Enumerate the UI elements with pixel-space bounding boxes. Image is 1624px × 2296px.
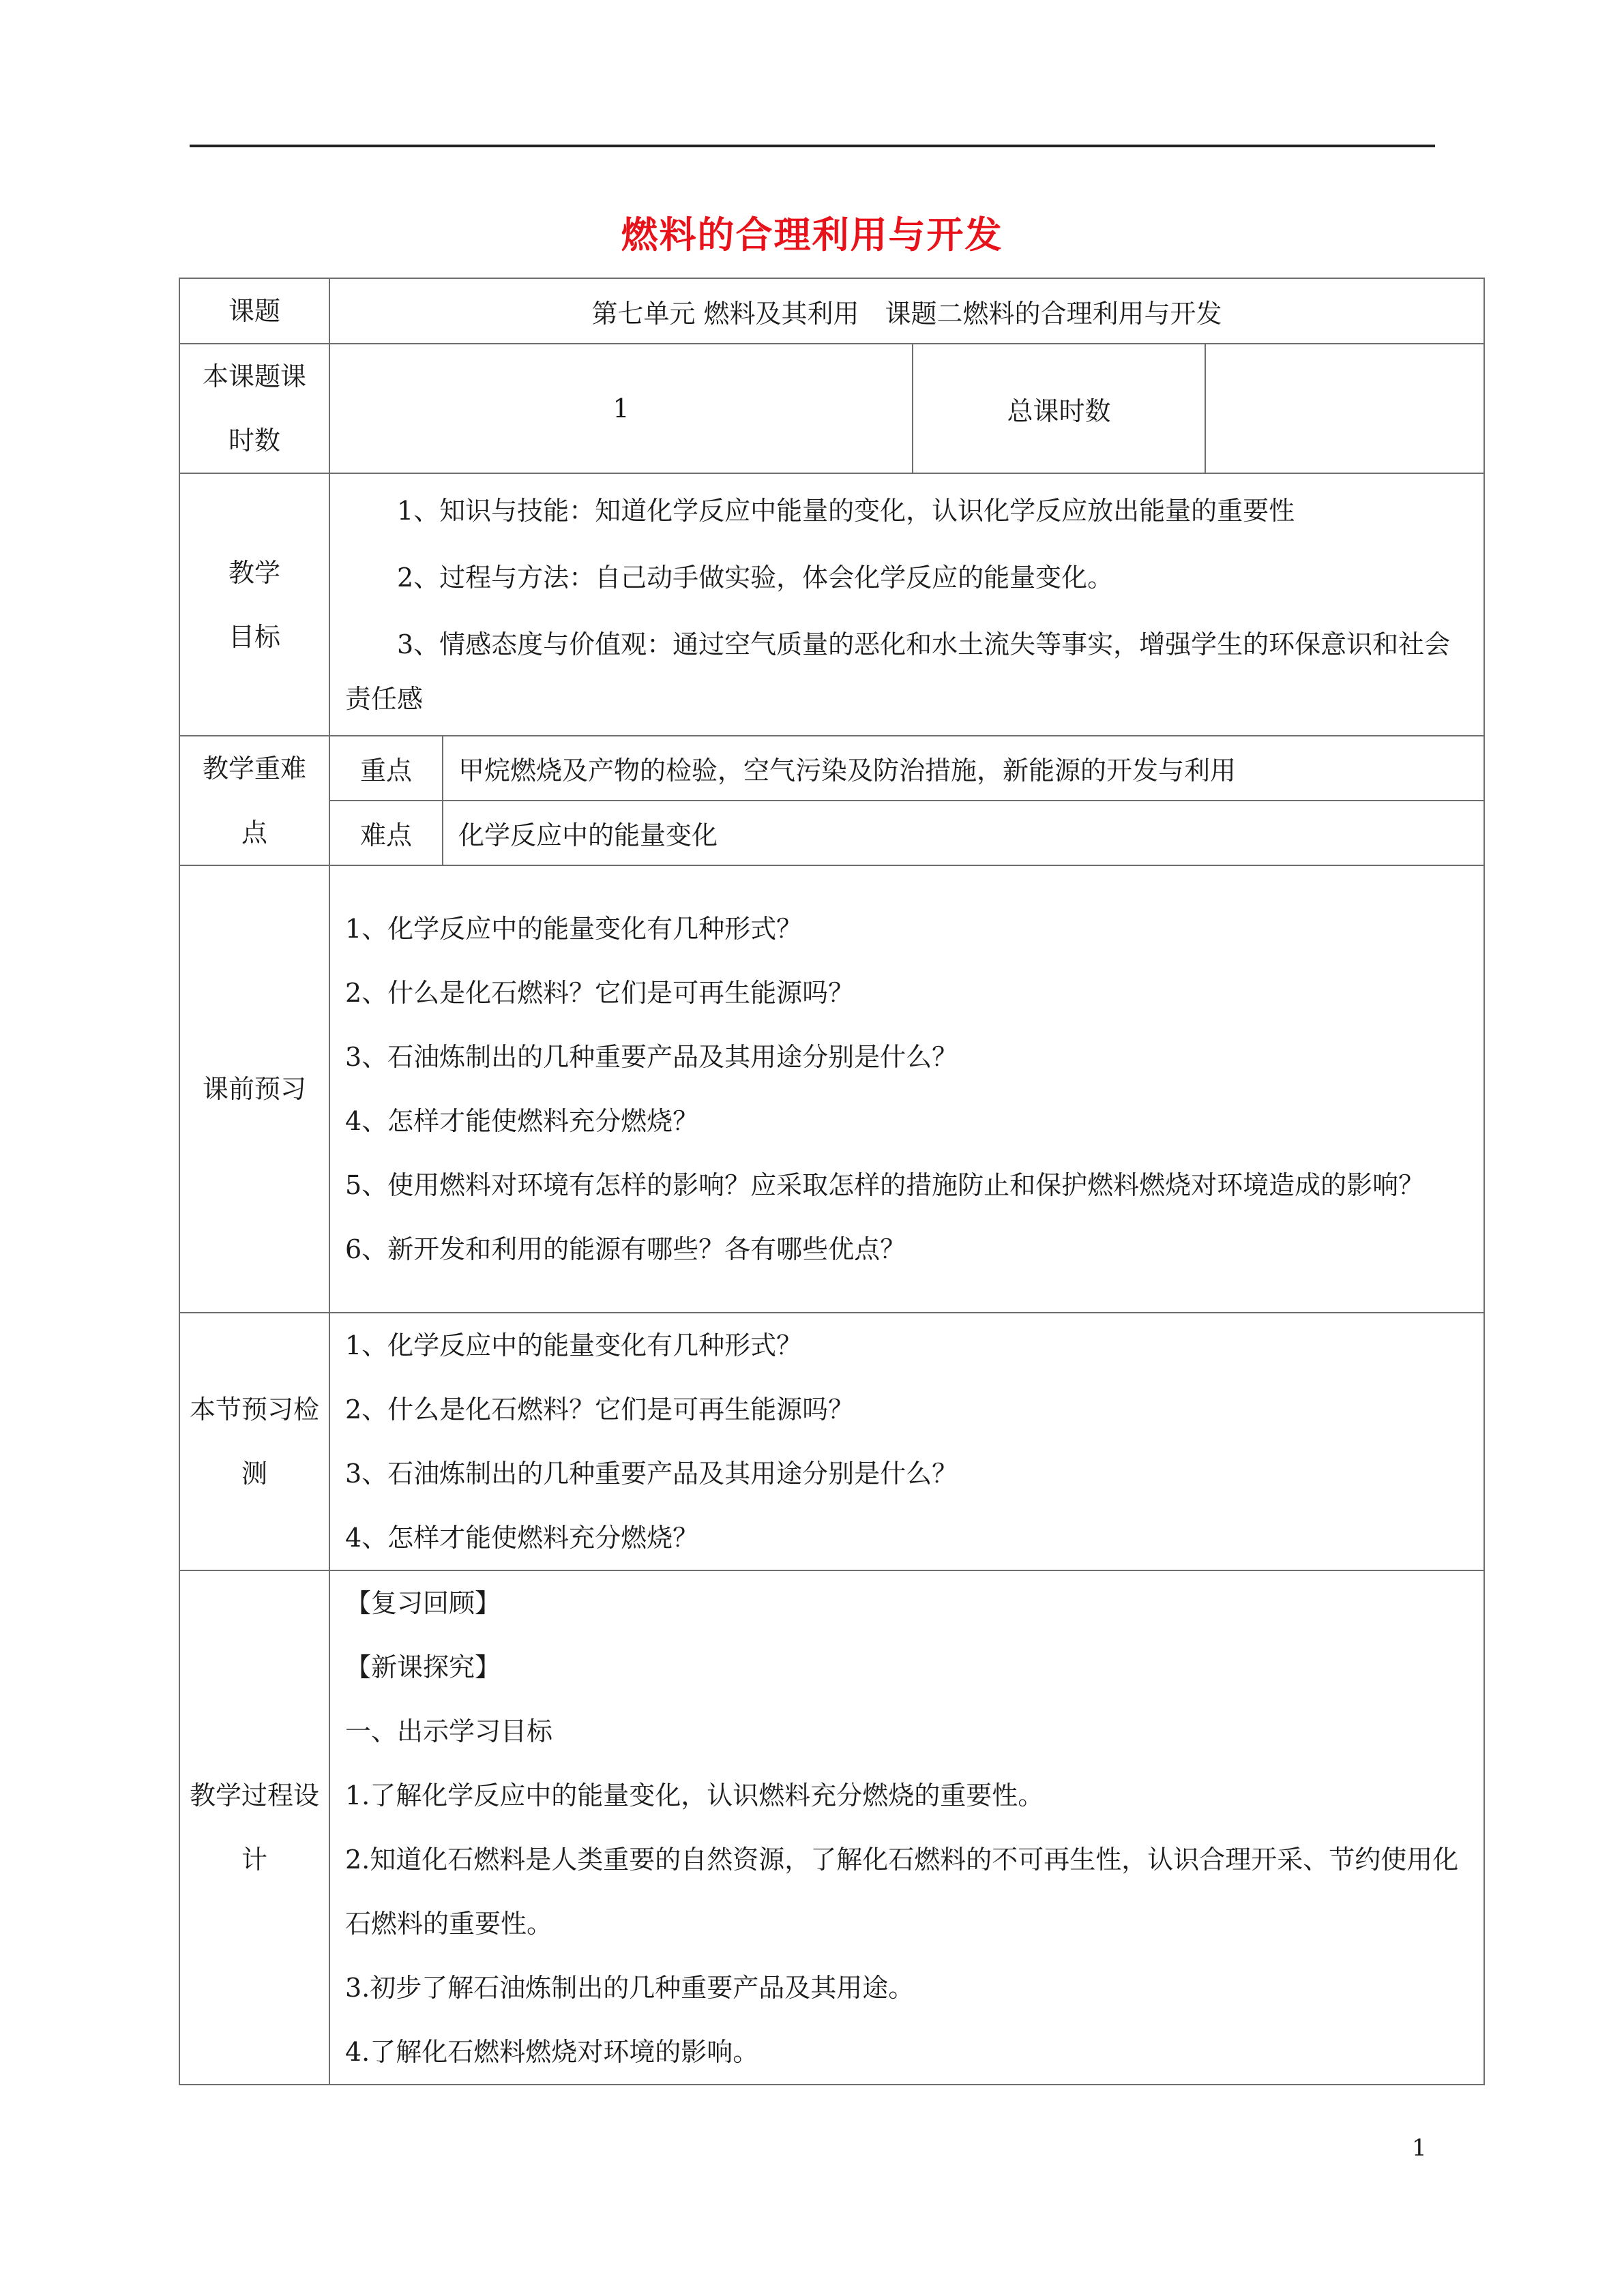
goals-row	[179, 473, 1484, 736]
preview-item: 1、化学反应中的能量变化有几种形式？	[345, 914, 803, 944]
preview-row	[179, 865, 1484, 1313]
preview-item: 5、使用燃料对环境有怎样的影响？应采取怎样的措施防止和保护燃料燃烧对环境造成的影响？	[345, 1170, 1425, 1200]
total-hours-label: 总课时数	[913, 344, 1205, 473]
topic-value: 第七单元 燃料及其利用 课题二燃料的合理利用与开发	[329, 278, 1484, 344]
check-content	[329, 1313, 1484, 1570]
goal-item: 3、情感态度与价值观：通过空气质量的恶化和水土流失等事实，增强学生的环保意识和社会责任感	[345, 629, 1451, 714]
key-points-label: 教学重难点	[179, 736, 329, 865]
preview-item: 2、什么是化石燃料？它们是可再生能源吗？	[345, 978, 855, 1008]
check-label: 本节预习检测	[179, 1313, 329, 1570]
total-hours-value	[1205, 344, 1484, 473]
process-content	[329, 1570, 1484, 2085]
check-item: 1、化学反应中的能量变化有几种形式？	[345, 1330, 803, 1360]
difficulty-row	[179, 801, 1484, 865]
check-item: 2、什么是化石燃料？它们是可再生能源吗？	[345, 1395, 855, 1425]
topic-label: 课题	[179, 278, 329, 344]
hours-value: 1	[329, 344, 913, 473]
focus-value: 甲烷燃烧及产物的检验，空气污染及防治措施，新能源的开发与利用	[443, 736, 1484, 801]
goals-content	[329, 473, 1484, 736]
preview-content	[329, 865, 1484, 1313]
preview-item: 3、石油炼制出的几种重要产品及其用途分别是什么？	[345, 1042, 958, 1072]
page-number: 1	[1412, 2134, 1427, 2162]
process-item: 【复习回顾】	[345, 1588, 501, 1618]
goal-item: 2、过程与方法：自己动手做实验，体会化学反应的能量变化。	[397, 563, 1114, 593]
process-item: 4.了解化石燃料燃烧对环境的影响。	[345, 2037, 759, 2067]
page-title: 燃料的合理利用与开发	[621, 213, 1003, 256]
process-item: 【新课探究】	[345, 1652, 501, 1682]
process-label: 教学过程设计	[179, 1570, 329, 2085]
hours-row	[179, 344, 1484, 473]
focus-row	[179, 736, 1484, 801]
preview-label: 课前预习	[179, 865, 329, 1313]
process-item: 一、出示学习目标	[345, 1716, 553, 1746]
difficulty-label: 难点	[329, 801, 443, 865]
header-rule	[190, 145, 1435, 147]
goals-label: 教学目标	[179, 473, 329, 736]
process-row	[179, 1570, 1484, 2085]
hours-label: 本课题课时数	[179, 344, 329, 473]
focus-label: 重点	[329, 736, 443, 801]
topic-row	[179, 278, 1484, 344]
check-row	[179, 1313, 1484, 1570]
process-item: 3.初步了解石油炼制出的几种重要产品及其用途。	[345, 1973, 915, 2003]
preview-item: 6、新开发和利用的能源有哪些？各有哪些优点？	[345, 1234, 906, 1264]
lesson-plan-table	[179, 278, 1485, 2085]
process-item: 1.了解化学反应中的能量变化，认识燃料充分燃烧的重要性。	[345, 1780, 1044, 1810]
difficulty-value: 化学反应中的能量变化	[443, 801, 1484, 865]
goal-item: 1、知识与技能：知道化学反应中能量的变化，认识化学反应放出能量的重要性	[397, 496, 1295, 526]
process-item: 2.知道化石燃料是人类重要的自然资源，了解化石燃料的不可再生性，认识合理开采、节约使用化石燃料的重要性。	[345, 1845, 1459, 1939]
check-item: 3、石油炼制出的几种重要产品及其用途分别是什么？	[345, 1459, 958, 1489]
preview-item: 4、怎样才能使燃料充分燃烧？	[345, 1106, 699, 1136]
check-item: 4、怎样才能使燃料充分燃烧？	[345, 1523, 699, 1553]
